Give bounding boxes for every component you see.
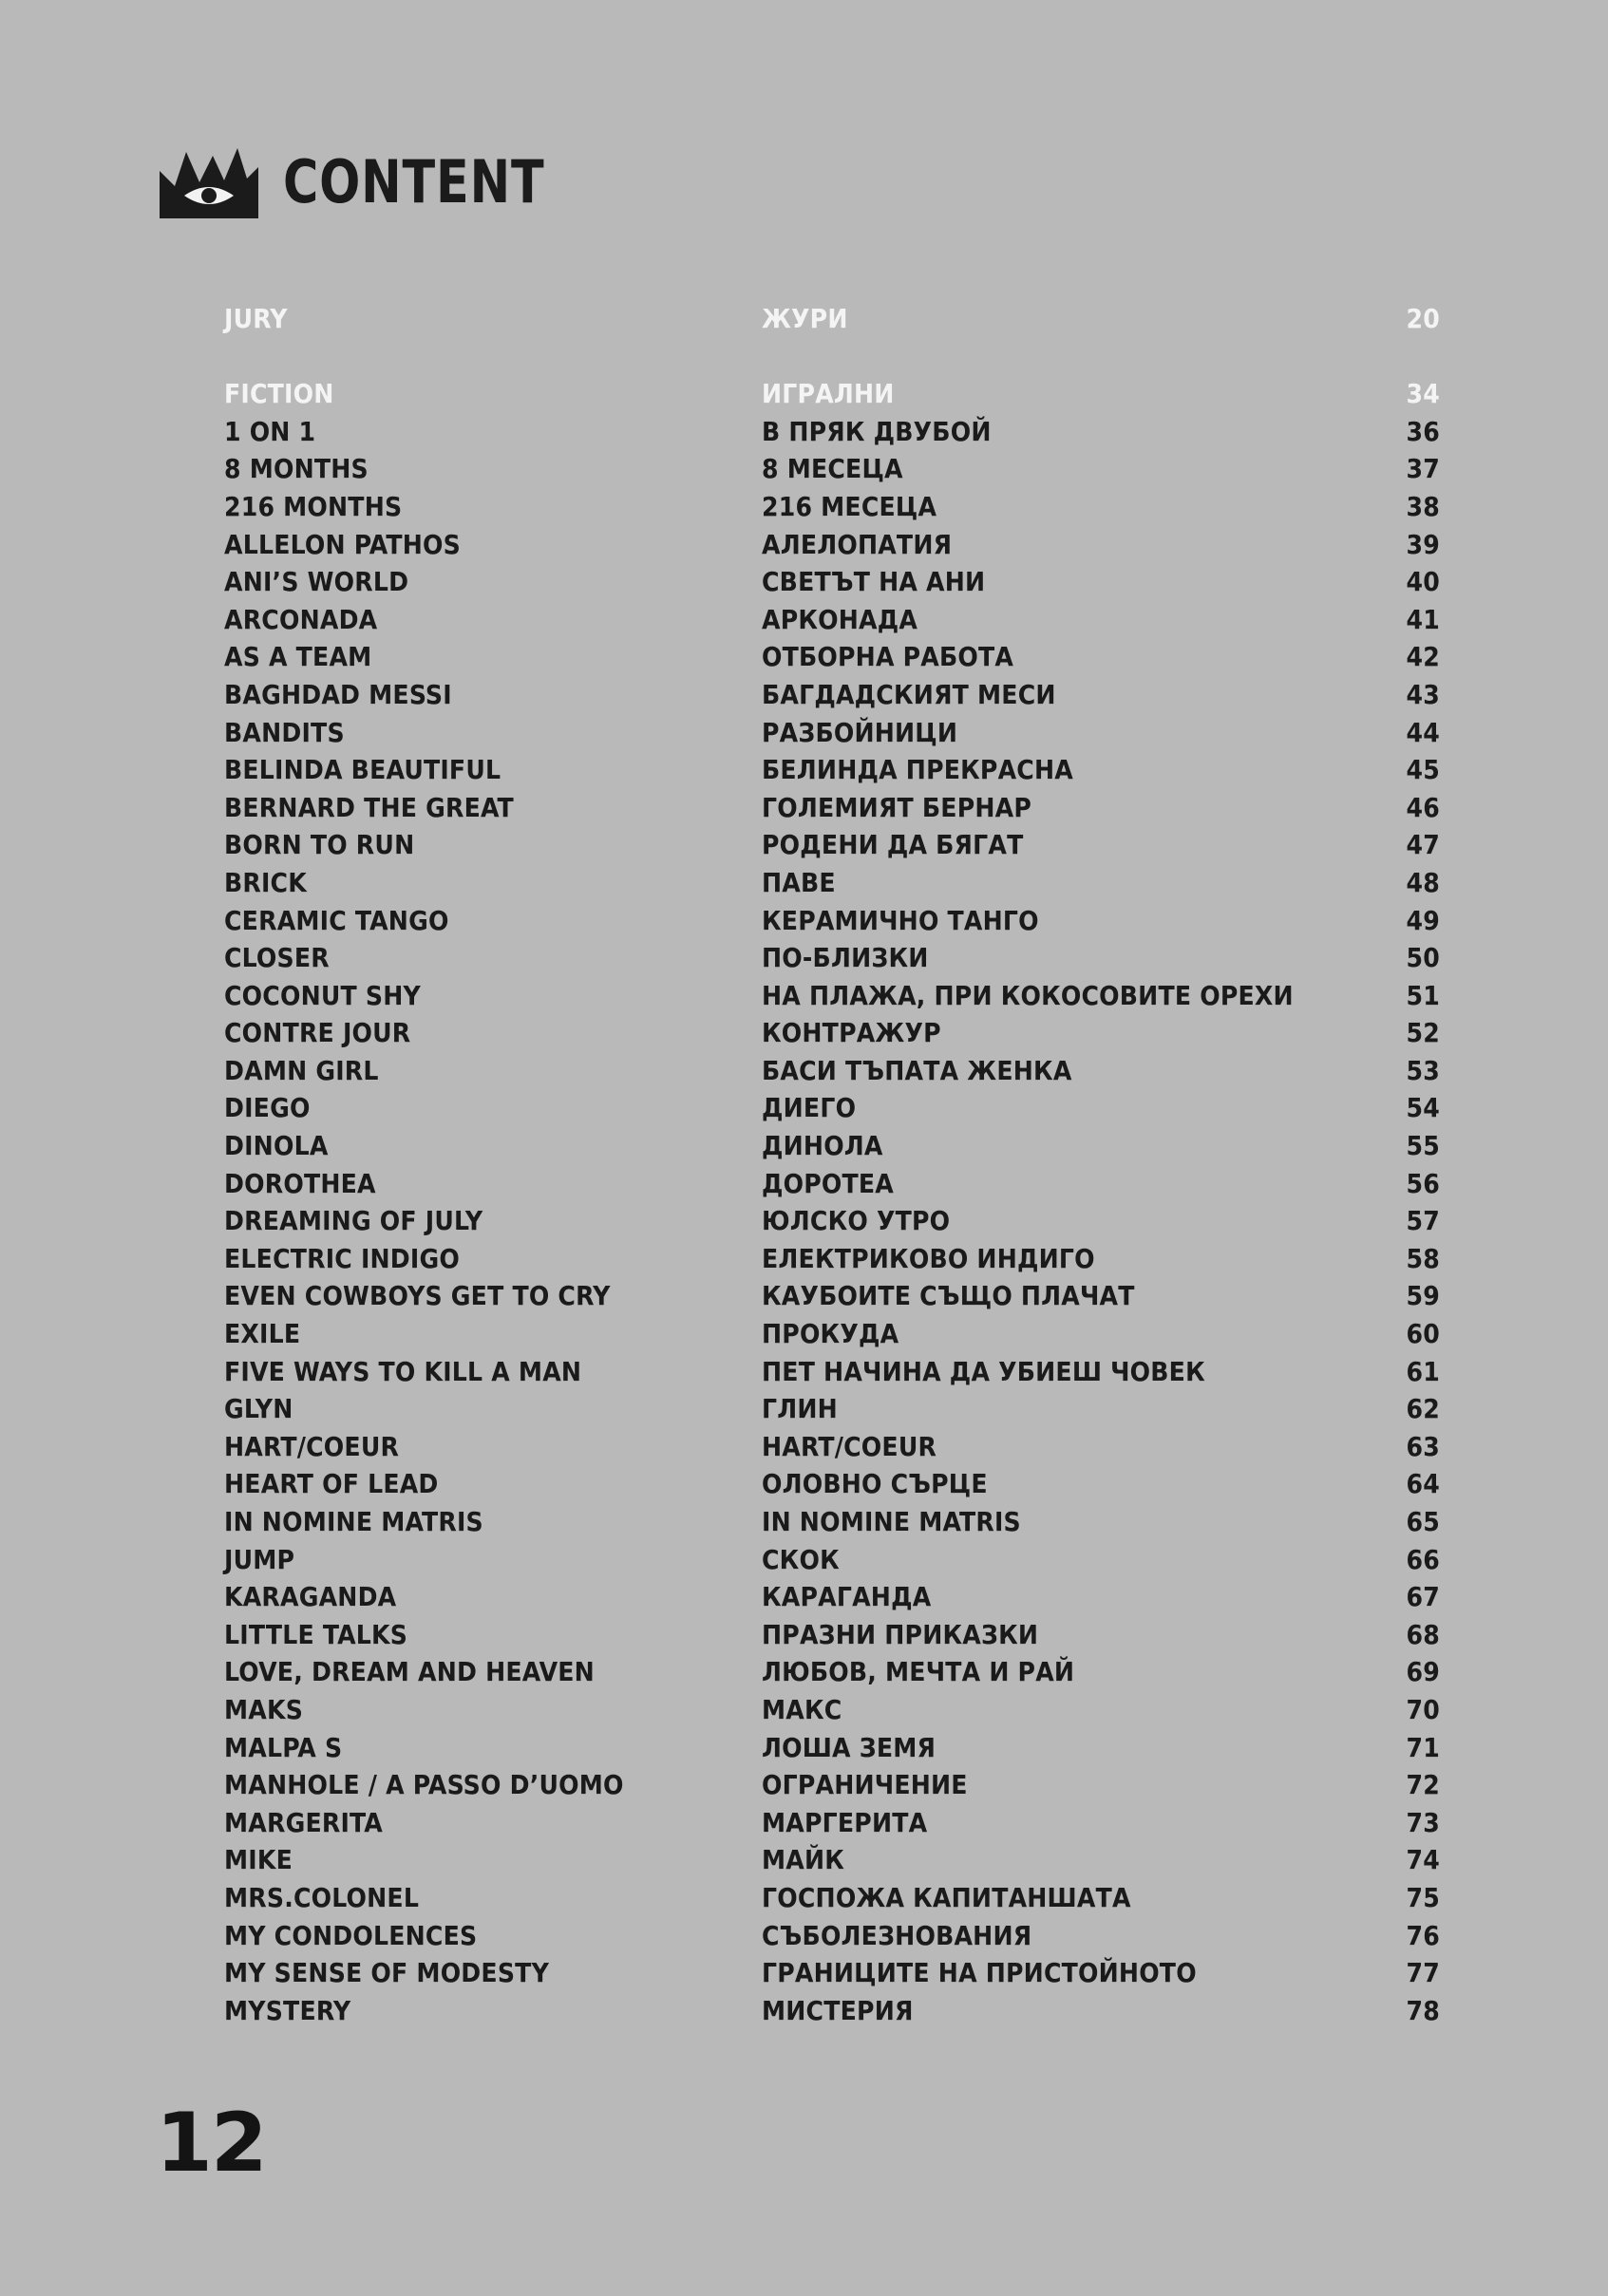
bulgarian-title: СЪБОЛЕЗНОВАНИЯ bbox=[762, 1919, 1032, 1951]
toc-entry bbox=[224, 789, 1440, 827]
bulgarian-title: ДОРОТЕА bbox=[762, 1167, 895, 1199]
bulgarian-title: БАГДАДСКИЯТ МЕСИ bbox=[762, 678, 1056, 710]
english-title: FICTION bbox=[224, 378, 334, 410]
bulgarian-title: ПРОКУДА bbox=[762, 1318, 899, 1350]
page-ref: 37 bbox=[1406, 453, 1440, 485]
toc-entry bbox=[224, 1202, 1440, 1240]
toc-entry bbox=[224, 1353, 1440, 1391]
page-ref: 49 bbox=[1406, 904, 1440, 936]
english-title: BERNARD THE GREAT bbox=[224, 791, 514, 823]
page-ref: 40 bbox=[1406, 566, 1440, 598]
bulgarian-title: КОНТРАЖУР bbox=[762, 1017, 941, 1049]
page-ref: 47 bbox=[1406, 829, 1440, 861]
toc-entry bbox=[224, 1465, 1440, 1503]
page-header bbox=[158, 142, 602, 222]
toc-entry bbox=[224, 1165, 1440, 1203]
table-of-contents bbox=[224, 300, 1440, 2029]
toc-entry bbox=[224, 1804, 1440, 1842]
english-title: BELINDA BEAUTIFUL bbox=[224, 754, 501, 786]
bulgarian-title: ЛЮБОВ, МЕЧТА И РАЙ bbox=[762, 1656, 1075, 1688]
english-title: IN NOMINE MATRIS bbox=[224, 1506, 483, 1537]
toc-entry bbox=[224, 751, 1440, 789]
english-title: AS A TEAM bbox=[224, 641, 372, 673]
toc-entry bbox=[224, 902, 1440, 940]
toc-entry bbox=[224, 1992, 1440, 2030]
english-title: DAMN GIRL bbox=[224, 1054, 379, 1086]
page-ref: 69 bbox=[1406, 1656, 1440, 1688]
page-ref: 63 bbox=[1406, 1430, 1440, 1462]
page-ref: 77 bbox=[1406, 1957, 1440, 1989]
english-title: 1 ON 1 bbox=[224, 415, 316, 447]
page-ref: 39 bbox=[1406, 528, 1440, 560]
bulgarian-title: ПРАЗНИ ПРИКАЗКИ bbox=[762, 1618, 1039, 1650]
page-ref: 70 bbox=[1406, 1693, 1440, 1725]
bulgarian-title: БАСИ ТЪПАТА ЖЕНКА bbox=[762, 1054, 1072, 1086]
english-title: MAKS bbox=[224, 1693, 304, 1725]
toc-entry bbox=[224, 1315, 1440, 1353]
toc-entry bbox=[224, 1653, 1440, 1691]
english-title: ANI’S WORLD bbox=[224, 566, 409, 598]
bulgarian-title: АРКОНАДА bbox=[762, 603, 918, 635]
page-ref: 51 bbox=[1406, 979, 1440, 1011]
page-ref: 67 bbox=[1406, 1581, 1440, 1613]
toc-entry bbox=[224, 638, 1440, 676]
page-ref: 55 bbox=[1406, 1130, 1440, 1162]
page-ref: 57 bbox=[1406, 1205, 1440, 1237]
page-ref: 36 bbox=[1406, 415, 1440, 447]
bulgarian-title: В ПРЯК ДВУБОЙ bbox=[762, 415, 992, 447]
bulgarian-title: ГЛИН bbox=[762, 1393, 838, 1425]
toc-entry bbox=[224, 1428, 1440, 1466]
toc-entry bbox=[224, 1729, 1440, 1767]
bulgarian-title: КАУБОИТЕ СЪЩО ПЛАЧАТ bbox=[762, 1280, 1135, 1312]
bulgarian-title: ОТБОРНА РАБОТА bbox=[762, 641, 1014, 673]
bulgarian-title: МАРГЕРИТА bbox=[762, 1806, 928, 1838]
page-ref: 75 bbox=[1406, 1881, 1440, 1913]
bulgarian-title: ДИНОЛА bbox=[762, 1130, 883, 1162]
bulgarian-title: ГРАНИЦИТЕ НА ПРИСТОЙНОТО bbox=[762, 1957, 1197, 1989]
english-title: MARGERITA bbox=[224, 1806, 383, 1838]
english-title: DOROTHEA bbox=[224, 1167, 376, 1199]
english-title: MALPA S bbox=[224, 1731, 343, 1763]
toc-entry bbox=[224, 1616, 1440, 1654]
bulgarian-title: КАРАГАНДА bbox=[762, 1581, 932, 1613]
page-ref: 58 bbox=[1406, 1242, 1440, 1274]
page-ref: 78 bbox=[1406, 1994, 1440, 2026]
bulgarian-title: IN NOMINE MATRIS bbox=[762, 1506, 1021, 1537]
bulgarian-title: МАКС bbox=[762, 1693, 842, 1725]
english-title: BORN TO RUN bbox=[224, 829, 415, 861]
toc-entry bbox=[224, 1503, 1440, 1541]
page-ref: 46 bbox=[1406, 791, 1440, 823]
bulgarian-title: ДИЕГО bbox=[762, 1092, 857, 1124]
english-title: EVEN COWBOYS GET TO CRY bbox=[224, 1280, 611, 1312]
page-ref: 43 bbox=[1406, 678, 1440, 710]
bulgarian-title: РАЗБОЙНИЦИ bbox=[762, 716, 958, 748]
toc-entry bbox=[224, 1089, 1440, 1127]
page-ref: 61 bbox=[1406, 1355, 1440, 1387]
bulgarian-title: ОГРАНИЧЕНИЕ bbox=[762, 1769, 968, 1801]
page-ref: 64 bbox=[1406, 1468, 1440, 1500]
toc-entry bbox=[224, 1127, 1440, 1165]
page-ref: 42 bbox=[1406, 641, 1440, 673]
english-title: 216 MONTHS bbox=[224, 490, 403, 522]
toc-entry bbox=[224, 714, 1440, 752]
page-ref: 53 bbox=[1406, 1054, 1440, 1086]
toc-entry bbox=[224, 1879, 1440, 1917]
page-ref: 71 bbox=[1406, 1731, 1440, 1763]
english-title: CLOSER bbox=[224, 942, 330, 974]
english-title: DIEGO bbox=[224, 1092, 311, 1124]
page-ref: 60 bbox=[1406, 1318, 1440, 1350]
bulgarian-title: СВЕТЪТ НА АНИ bbox=[762, 566, 986, 598]
english-title: KARAGANDA bbox=[224, 1581, 397, 1613]
bulgarian-title: 8 МЕСЕЦА bbox=[762, 453, 903, 485]
english-title: MRS.COLONEL bbox=[224, 1881, 420, 1913]
english-title: ELECTRIC INDIGO bbox=[224, 1242, 460, 1274]
english-title: MY SENSE OF MODESTY bbox=[224, 1957, 550, 1989]
english-title: GLYN bbox=[224, 1393, 293, 1425]
page-ref: 59 bbox=[1406, 1280, 1440, 1312]
toc-entry bbox=[224, 1390, 1440, 1428]
bulgarian-title: ГОЛЕМИЯТ БЕРНАР bbox=[762, 791, 1031, 823]
bulgarian-title: КЕРАМИЧНО ТАНГО bbox=[762, 904, 1039, 936]
english-title: BANDITS bbox=[224, 716, 345, 748]
bulgarian-title: МИСТЕРИЯ bbox=[762, 1994, 914, 2026]
english-title: DINOLA bbox=[224, 1130, 329, 1162]
toc-entry bbox=[224, 488, 1440, 526]
toc-entry bbox=[224, 526, 1440, 564]
english-title: CERAMIC TANGO bbox=[224, 904, 449, 936]
english-title: LITTLE TALKS bbox=[224, 1618, 408, 1650]
bulgarian-title: ПО-БЛИЗКИ bbox=[762, 942, 929, 974]
page-ref: 54 bbox=[1406, 1092, 1440, 1124]
english-title: MANHOLE / A PASSO D’UOMO bbox=[224, 1769, 624, 1801]
english-title: DREAMING OF JULY bbox=[224, 1205, 483, 1237]
bulgarian-title: ЛОША ЗЕМЯ bbox=[762, 1731, 936, 1763]
toc-entry bbox=[224, 1954, 1440, 1992]
toc-entry bbox=[224, 1578, 1440, 1616]
page-ref: 74 bbox=[1406, 1844, 1440, 1876]
english-title: HART/COEUR bbox=[224, 1430, 400, 1462]
toc-entry bbox=[224, 563, 1440, 601]
toc-entry bbox=[224, 1277, 1440, 1315]
toc-entry bbox=[224, 1841, 1440, 1879]
bulgarian-title: РОДЕНИ ДА БЯГАТ bbox=[762, 829, 1024, 861]
english-title: EXILE bbox=[224, 1318, 301, 1350]
english-title: BRICK bbox=[224, 866, 307, 898]
section-heading bbox=[224, 375, 1440, 413]
page-ref: 72 bbox=[1406, 1769, 1440, 1801]
page-ref: 52 bbox=[1406, 1017, 1440, 1049]
bulgarian-title: HART/COEUR bbox=[762, 1430, 937, 1462]
page-ref: 62 bbox=[1406, 1393, 1440, 1425]
page-ref: 20 bbox=[1406, 303, 1440, 334]
toc-entry bbox=[224, 1541, 1440, 1579]
page-ref: 66 bbox=[1406, 1543, 1440, 1575]
page-title: CONTENT bbox=[283, 147, 545, 216]
page-ref: 41 bbox=[1406, 603, 1440, 635]
bulgarian-title: МАЙК bbox=[762, 1844, 845, 1876]
section-heading bbox=[224, 300, 1440, 338]
page-ref: 65 bbox=[1406, 1506, 1440, 1537]
bulgarian-title: ПЕТ НАЧИНА ДА УБИЕШ ЧОВЕК bbox=[762, 1355, 1205, 1387]
page-ref: 76 bbox=[1406, 1919, 1440, 1951]
toc-entry bbox=[224, 1014, 1440, 1052]
bulgarian-title: ЕЛЕКТРИКОВО ИНДИГО bbox=[762, 1242, 1095, 1274]
toc-entry bbox=[224, 1917, 1440, 1955]
page-ref: 45 bbox=[1406, 754, 1440, 786]
toc-entry bbox=[224, 1691, 1440, 1729]
bulgarian-title: СКОК bbox=[762, 1543, 840, 1575]
toc-entry bbox=[224, 864, 1440, 902]
bulgarian-title: ОЛОВНО СЪРЦЕ bbox=[762, 1468, 988, 1500]
toc-entry bbox=[224, 676, 1440, 714]
toc-entry bbox=[224, 939, 1440, 977]
toc-entry bbox=[224, 1766, 1440, 1804]
english-title: HEART OF LEAD bbox=[224, 1468, 439, 1500]
toc-entry bbox=[224, 1240, 1440, 1278]
toc-entry bbox=[224, 601, 1440, 639]
bulgarian-title: ГОСПОЖА КАПИТАНШАТА bbox=[762, 1881, 1131, 1913]
bulgarian-title: НА ПЛАЖА, ПРИ КОКОСОВИТЕ ОРЕХИ bbox=[762, 979, 1294, 1011]
crown-eye-icon bbox=[158, 142, 260, 222]
page-ref: 73 bbox=[1406, 1806, 1440, 1838]
english-title: ALLELON PATHOS bbox=[224, 528, 461, 560]
english-title: MY CONDOLENCES bbox=[224, 1919, 478, 1951]
english-title: JUMP bbox=[224, 1543, 295, 1575]
page-ref: 48 bbox=[1406, 866, 1440, 898]
toc-entry bbox=[224, 413, 1440, 451]
english-title: ARCONADA bbox=[224, 603, 378, 635]
english-title: FIVE WAYS TO KILL A MAN bbox=[224, 1355, 582, 1387]
english-title: MIKE bbox=[224, 1844, 293, 1876]
toc-entry bbox=[224, 977, 1440, 1015]
bulgarian-title: ЮЛСКО УТРО bbox=[762, 1205, 951, 1237]
english-title: CONTRE JOUR bbox=[224, 1017, 411, 1049]
bulgarian-title: 216 МЕСЕЦА bbox=[762, 490, 937, 522]
toc-entry bbox=[224, 450, 1440, 488]
english-title: 8 MONTHS bbox=[224, 453, 369, 485]
page-ref: 50 bbox=[1406, 942, 1440, 974]
toc-entry bbox=[224, 1052, 1440, 1090]
page-ref: 38 bbox=[1406, 490, 1440, 522]
page-ref: 68 bbox=[1406, 1618, 1440, 1650]
english-title: MYSTERY bbox=[224, 1994, 351, 2026]
page-ref: 44 bbox=[1406, 716, 1440, 748]
bulgarian-title: ИГРАЛНИ bbox=[762, 378, 895, 410]
section-spacer bbox=[224, 338, 1440, 376]
page-ref: 56 bbox=[1406, 1167, 1440, 1199]
english-title: COCONUT SHY bbox=[224, 979, 421, 1011]
page-number: 12 bbox=[156, 2096, 266, 2191]
bulgarian-title: БЕЛИНДА ПРЕКРАСНА bbox=[762, 754, 1073, 786]
toc-entry bbox=[224, 826, 1440, 864]
bulgarian-title: АЛЕЛОПАТИЯ bbox=[762, 528, 953, 560]
bulgarian-title: ПАВЕ bbox=[762, 866, 836, 898]
english-title: LOVE, DREAM AND HEAVEN bbox=[224, 1656, 595, 1688]
page-ref: 34 bbox=[1406, 378, 1440, 410]
english-title: BAGHDAD MESSI bbox=[224, 678, 452, 710]
english-title: JURY bbox=[224, 303, 288, 334]
bulgarian-title: ЖУРИ bbox=[762, 303, 848, 334]
